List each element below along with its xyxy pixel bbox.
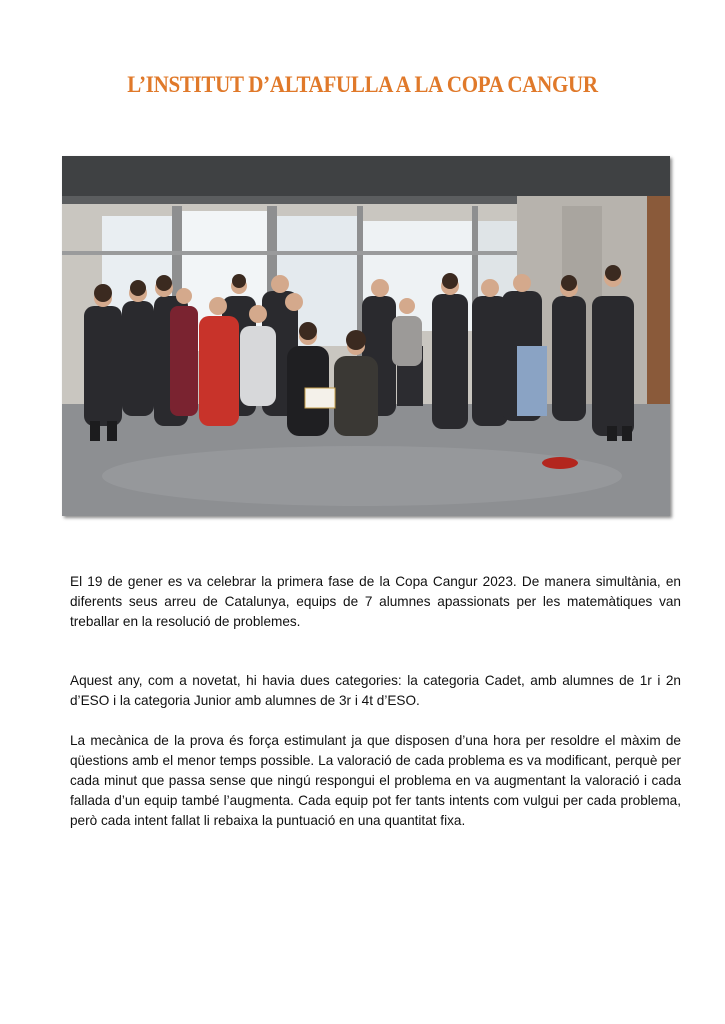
group-photo-illustration xyxy=(62,156,670,516)
page-title: L’INSTITUT D’ALTAFULLA A LA COPA CANGUR xyxy=(127,70,598,98)
paragraph-2: Aquest any, com a novetat, hi havia dues categories: la categoria Cadet, amb alumnes de 1r i 2n d’ESO i la categoria Junior amb alumnes de 3r i 4t d’ESO. xyxy=(70,673,681,708)
paragraph-1: El 19 de gener es va celebrar la primera fase de la Copa Cangur 2023. De manera simultània, en diferents seus arreu de Catalunya, equips de 7 alumnes apassionats per les matemàtiques van treballar en la resolució de problemes. xyxy=(70,574,681,629)
group-photo xyxy=(62,156,670,516)
paragraph-3: La mecànica de la prova és força estimulant ja que disposen d’una hora per resoldre el màxim de qüestions amb el menor temps possible. La valoració de cada problema es va modificant, perquè per cada minut que passa sense que ningú respongui el problema en va augmentant la valoració i cada fallada d’un equip també l’augmenta. Cada equip pot fer tants intents com vulgui per cada problema, però cada intent fallat li rebaixa la puntuació en una quantitat fixa. xyxy=(70,733,681,828)
